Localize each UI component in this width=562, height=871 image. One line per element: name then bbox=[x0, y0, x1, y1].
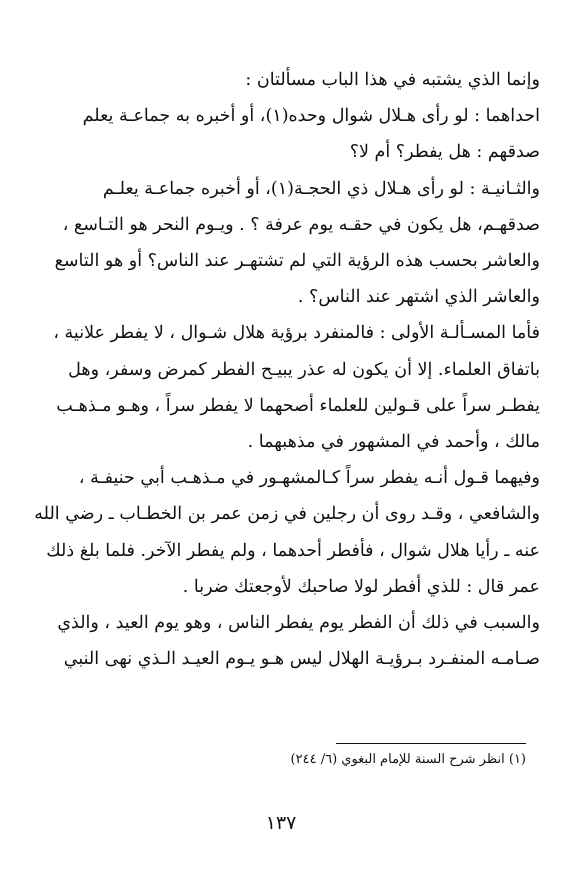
text-line: وإنما الذي يشتبه في هذا الباب مسألتان : bbox=[245, 70, 540, 90]
text-line: يفطـر سراً على قـولين للعلماء أصحهما لا يفطر سراً ، وهـو مـذهـب bbox=[56, 395, 540, 416]
text-line: والعاشر الذي اشتهر عند الناس؟ . bbox=[297, 287, 540, 308]
text-line: والثـانيـة : لو رأى هـلال ذي الحجـة(١)، أو أخبره جماعـة يعلـم bbox=[102, 178, 540, 199]
text-line: باتفاق العلماء. إلا أن يكون له عذر يبيـح الفطر كمرض وسفر، وهل bbox=[68, 359, 540, 380]
text-line: عنه ـ رأيا هلال شوال ، فأفطر أحدهما ، ولم يفطر الآخر. فلما بلغ ذلك bbox=[46, 540, 540, 561]
text-line: والشافعي ، وقـد روى أن رجلين في زمن عمر بن الخطـاب ـ رضي الله bbox=[34, 504, 540, 525]
text-line: صـامـه المنفـرد بـرؤيـة الهلال ليس هـو يـوم العيـد الـذي نهى النبي bbox=[63, 649, 540, 670]
footnote-divider bbox=[336, 743, 526, 744]
text-line: فأما المسـألـة الأولى : فالمنفرد برؤية هلال شـوال ، لا يفطر علانية ، bbox=[53, 323, 540, 344]
text-line: مالك ، وأحمد في المشهور في مذهبهما . bbox=[247, 432, 540, 453]
main-text bbox=[22, 62, 540, 677]
text-line: صدقهم : هل يفطر؟ أم لا؟ bbox=[349, 142, 540, 163]
footnote: (١) انظر شرح السنة للإمام البغوي (٦/ ٢٤٤) bbox=[290, 752, 526, 767]
page-number: ١٣٧ bbox=[265, 812, 297, 834]
text-line: والسبب في ذلك أن الفطر يوم يفطر الناس ، وهو يوم العيد ، والذي bbox=[57, 613, 540, 634]
text-line: والعاشر بحسب هذه الرؤية التي لم تشتهـر عند الناس؟ أو هو التاسع bbox=[54, 251, 540, 272]
text-line: احداهما : لو رأى هـلال شوال وحده(١)، أو أخبره به جماعـة يعلم bbox=[82, 106, 540, 127]
text-line: عمر قال : للذي أفطر لولا صاحبك لأوجعتك ضربا . bbox=[182, 576, 540, 597]
text-line: صدقهـم، هل يكون في حقـه يوم عرفة ؟ . ويـوم النحر هو التـاسع ، bbox=[62, 214, 540, 235]
text-line: وفيهما قـول أنـه يفطر سراً كـالمشهـور في مـذهـب أبي حنيفـة ، bbox=[78, 468, 540, 489]
